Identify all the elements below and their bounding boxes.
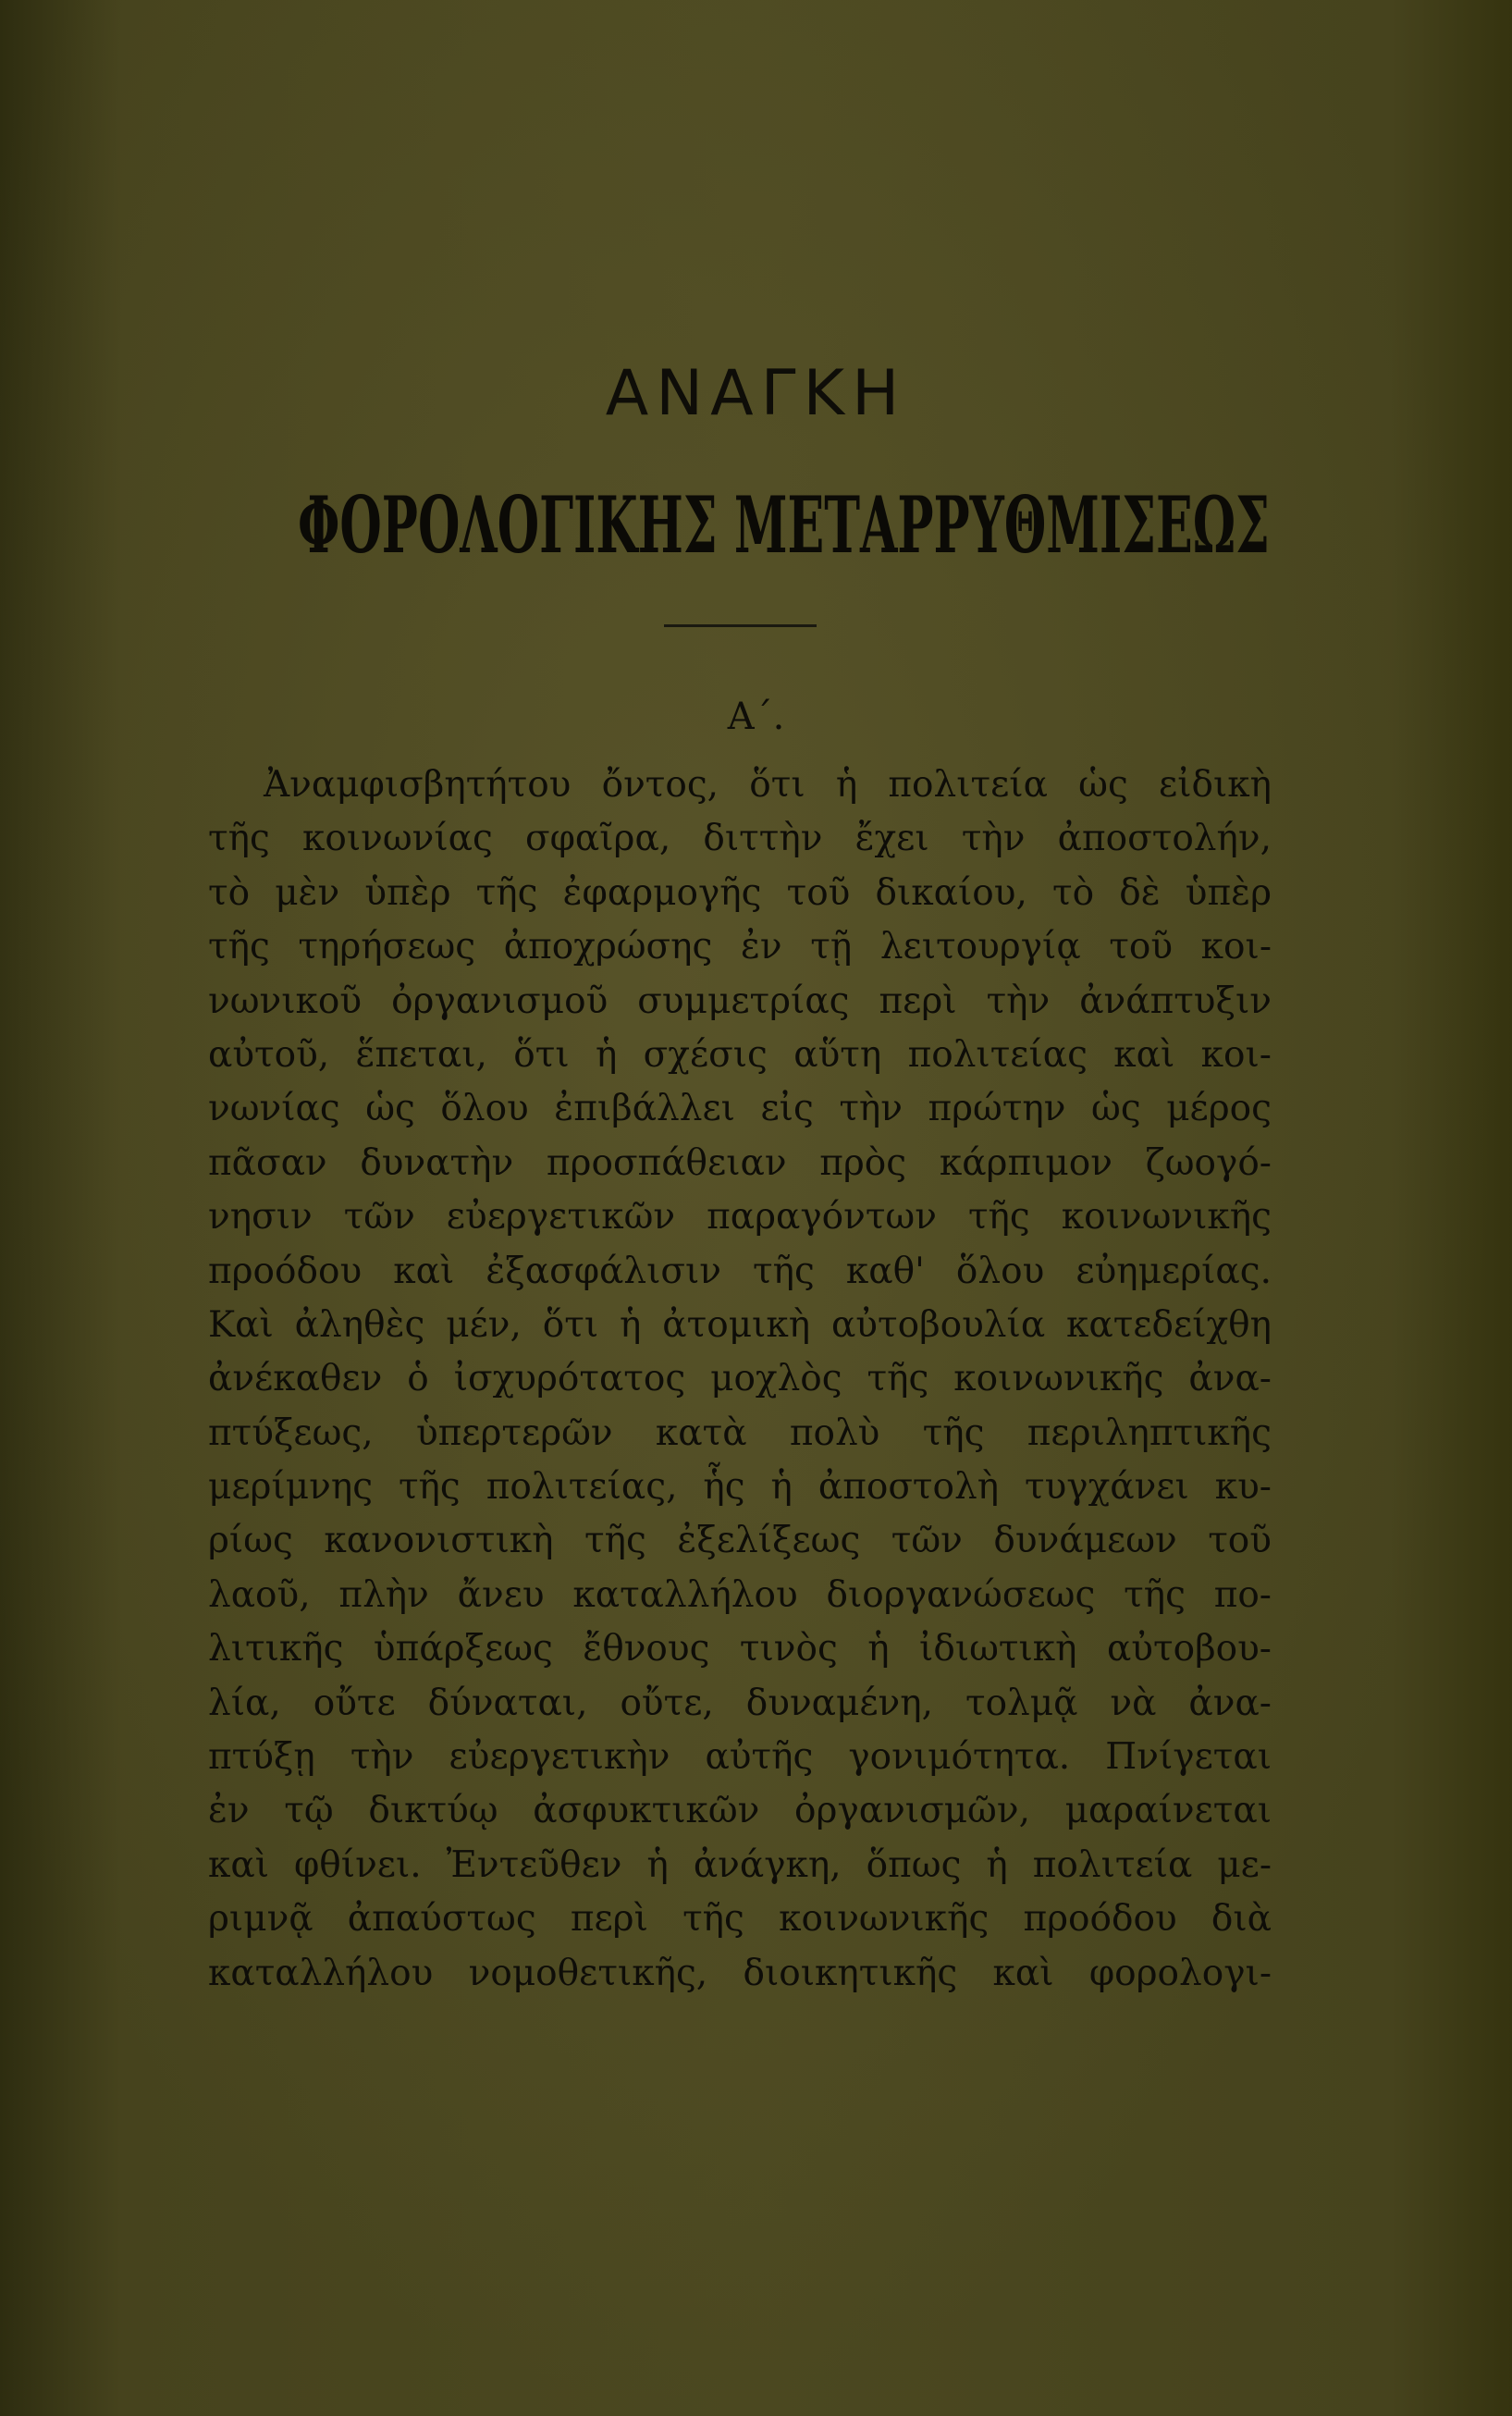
text-line: ριμνᾷ ἀπαύστως περὶ τῆς κοινωνικῆς προόδου διὰ — [208, 1898, 1272, 1941]
text-line: τὸ μὲν ὑπὲρ τῆς ἐφαρμογῆς τοῦ δικαίου, τὸ δὲ ὑπὲρ — [208, 871, 1272, 914]
text-line: μερίμνης τῆς πολιτείας, ἧς ἡ ἀποστολὴ τυγχάνει κυ- — [208, 1466, 1272, 1509]
text-line: νησιν τῶν εὐεργετικῶν παραγόντων τῆς κοινωνικῆς — [208, 1196, 1272, 1239]
text-line: λιτικῆς ὑπάρξεως ἔθνους τινὸς ἡ ἰδιωτικὴ αὐτοβου- — [208, 1628, 1272, 1670]
text-line: ἐν τῷ δικτύῳ ἀσφυκτικῶν ὀργανισμῶν, μαραίνεται — [208, 1790, 1272, 1832]
text-line: λαοῦ, πλὴν ἄνευ καταλλήλου διοργανώσεως τῆς πο- — [208, 1573, 1272, 1616]
text-line: ρίως κανονιστικὴ τῆς ἐξελίξεως τῶν δυνάμεων τοῦ — [208, 1520, 1272, 1562]
text-line: καταλλήλου νομοθετικῆς, διοικητικῆς καὶ φορολογι- — [208, 1952, 1272, 1994]
text-line: τῆς τηρήσεως ἀποχρώσης ἐν τῇ λειτουργίᾳ τοῦ κοι- — [208, 926, 1272, 968]
text-line: προόδου καὶ ἐξασφάλισιν τῆς καθ' ὅλου εὐημερίας. — [208, 1250, 1272, 1292]
text-line: καὶ φθίνει. Ἐντεῦθεν ἡ ἀνάγκη, ὅπως ἡ πολιτεία με- — [208, 1843, 1272, 1886]
heading-main — [0, 479, 1512, 572]
text-line: Ἀναμφισβητήτου ὄντος, ὅτι ἡ πολιτεία ὡς εἰδικὴ — [264, 764, 1272, 806]
text-line: ἀνέκαθεν ὁ ἰσχυρότατος μοχλὸς τῆς κοινωνικῆς ἀνα- — [208, 1358, 1272, 1400]
text-line: πτύξῃ τὴν εὐεργετικὴν αὐτῆς γονιμότητα. Πνίγεται — [208, 1736, 1272, 1779]
heading-divider — [664, 624, 817, 627]
section-number: Α΄. — [727, 696, 785, 738]
text-line: τῆς κοινωνίας σφαῖρα, διττὴν ἔχει τὴν ἀποστολήν, — [208, 818, 1272, 860]
text-line: νωνίας ὡς ὅλου ἐπιβάλλει εἰς τὴν πρώτην ὡς μέρος — [208, 1088, 1272, 1130]
text-line: λία, οὔτε δύναται, οὔτε, δυναμένη, τολμᾷ νὰ ἀνα- — [208, 1682, 1272, 1724]
heading-main-text: ΦΟΡΟΛΟΓΙΚΗΣ ΜΕΤΑΡΡΥΘΜΙΣΕΩΣ — [298, 479, 1270, 571]
text-line: Καὶ ἀληθὲς μέν, ὅτι ἡ ἀτομικὴ αὐτοβουλία κατεδείχθη — [208, 1303, 1272, 1346]
body-paragraph — [208, 758, 1272, 2001]
text-line: αὐτοῦ, ἕπεται, ὅτι ἡ σχέσις αὕτη πολιτείας καὶ κοι- — [208, 1033, 1272, 1076]
text-line: πᾶσαν δυνατὴν προσπάθειαν πρὸς κάρπιμον ζωογό- — [208, 1141, 1272, 1184]
heading-top: ΑΝΑΓΚΗ — [605, 357, 907, 430]
text-line: νωνικοῦ ὀργανισμοῦ συμμετρίας περὶ τὴν ἀνάπτυξιν — [208, 980, 1272, 1022]
text-line: πτύξεως, ὑπερτερῶν κατὰ πολὺ τῆς περιληπτικῆς — [208, 1411, 1272, 1454]
